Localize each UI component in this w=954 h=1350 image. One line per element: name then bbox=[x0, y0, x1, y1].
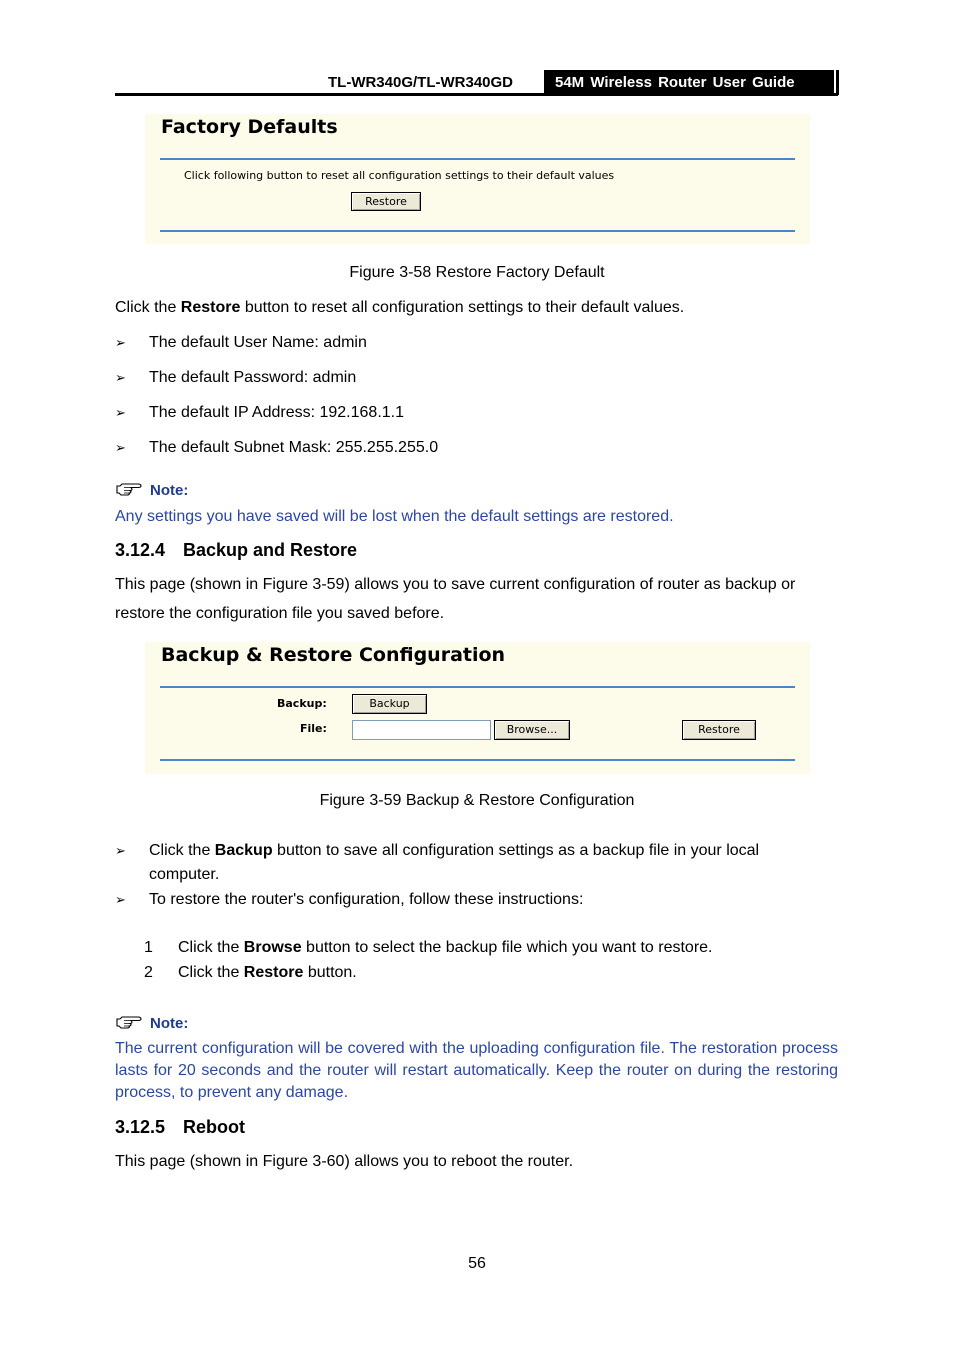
header-model: TL-WR340G/TL-WR340GD bbox=[328, 74, 514, 91]
section-3-12-5-intro: This page (shown in Figure 3-60) allows you to reboot the router. bbox=[115, 1153, 574, 1170]
step-1-text bbox=[178, 939, 713, 957]
factory-defaults-title: Factory Defaults bbox=[161, 116, 338, 138]
default-password-item: The default Password: admin bbox=[149, 369, 357, 386]
backup-panel-bottom-line bbox=[160, 759, 795, 761]
arrowhead-bullet-icon: ➢ bbox=[115, 843, 126, 858]
note-1-label: Note: bbox=[150, 482, 189, 499]
factory-restore-button[interactable]: Restore bbox=[351, 192, 421, 211]
arrowhead-bullet-icon: ➢ bbox=[115, 335, 126, 350]
header-end-bar bbox=[836, 70, 839, 95]
default-subnet-item: The default Subnet Mask: 255.255.255.0 bbox=[149, 439, 439, 456]
backup-bullet-line2: computer. bbox=[149, 866, 220, 883]
note-2-text: The current configuration will be covered with the uploading configuration file. The restoration process lasts for 20 seconds and the router will restart automatically. Keep the router on during the restoring process, to prevent any damage. bbox=[115, 1040, 838, 1101]
backup-restore-title: Backup & Restore Configuration bbox=[161, 644, 506, 666]
backup-bullet-bold: Backup bbox=[214, 842, 273, 859]
figure-3-58-caption: Figure 3-58 Restore Factory Default bbox=[349, 264, 605, 281]
arrowhead-bullet-icon: ➢ bbox=[115, 440, 126, 455]
restore-paragraph bbox=[115, 299, 684, 317]
backup-button[interactable]: Backup bbox=[352, 694, 427, 714]
backup-bullet-after: button to save all configuration settings as a backup file in your local bbox=[272, 842, 760, 859]
restore-text-before: Click the bbox=[115, 299, 181, 316]
figure-3-59-caption: Figure 3-59 Backup & Restore Configuration bbox=[319, 792, 635, 809]
backup-panel-top-line bbox=[160, 686, 795, 688]
header-guide-title: 54M Wireless Router User Guide bbox=[544, 70, 834, 93]
factory-panel-top-line bbox=[160, 158, 795, 160]
page-number: 56 bbox=[468, 1255, 486, 1272]
pointing-hand-icon bbox=[116, 482, 142, 496]
step-1-after: button to select the backup file which you want to restore. bbox=[301, 939, 713, 956]
header-rule bbox=[115, 93, 838, 96]
backup-label: Backup: bbox=[277, 697, 327, 710]
arrowhead-bullet-icon: ➢ bbox=[115, 892, 126, 907]
note-2-label: Note: bbox=[150, 1015, 189, 1032]
backup-bullet-line1 bbox=[149, 842, 759, 860]
restore-config-button[interactable]: Restore bbox=[682, 720, 756, 740]
backup-bullet-before: Click the bbox=[149, 842, 215, 859]
default-user-name-item: The default User Name: admin bbox=[149, 334, 367, 351]
section-3-12-5-title: Reboot bbox=[183, 1117, 245, 1137]
section-3-12-4-title: Backup and Restore bbox=[183, 540, 358, 560]
browse-button[interactable]: Browse... bbox=[494, 720, 570, 740]
pointing-hand-icon bbox=[116, 1015, 142, 1029]
arrowhead-bullet-icon: ➢ bbox=[115, 405, 126, 420]
section-3-12-5-number: 3.12.5 bbox=[115, 1117, 166, 1137]
default-ip-item: The default IP Address: 192.168.1.1 bbox=[149, 404, 404, 421]
restore-text-bold: Restore bbox=[180, 299, 241, 316]
restore-text-after: button to reset all configuration settings to their default values. bbox=[240, 299, 685, 316]
step-2-after: button. bbox=[303, 964, 357, 981]
step-1-number: 1 bbox=[144, 939, 153, 956]
section-3-12-4-number: 3.12.4 bbox=[115, 540, 166, 560]
factory-instruction: Click following button to reset all configuration settings to their default values bbox=[184, 169, 615, 182]
step-1-bold: Browse bbox=[243, 939, 302, 956]
step-2-bold: Restore bbox=[243, 964, 304, 981]
file-path-input[interactable] bbox=[352, 720, 491, 740]
factory-panel-bottom-line bbox=[160, 230, 795, 232]
restore-instructions-bullet: To restore the router's configuration, follow these instructions: bbox=[149, 891, 584, 908]
file-label: File: bbox=[300, 722, 327, 735]
step-2-number: 2 bbox=[144, 964, 153, 981]
section-3-12-4-intro-line2: restore the configuration file you saved before. bbox=[115, 605, 445, 622]
note-1-text: Any settings you have saved will be lost when the default settings are restored. bbox=[115, 508, 674, 525]
step-1-before: Click the bbox=[178, 939, 244, 956]
step-2-before: Click the bbox=[178, 964, 244, 981]
arrowhead-bullet-icon: ➢ bbox=[115, 370, 126, 385]
section-3-12-4-intro-line1: This page (shown in Figure 3-59) allows you to save current configuration of router as backup or bbox=[115, 576, 796, 593]
step-2-text bbox=[178, 964, 357, 982]
